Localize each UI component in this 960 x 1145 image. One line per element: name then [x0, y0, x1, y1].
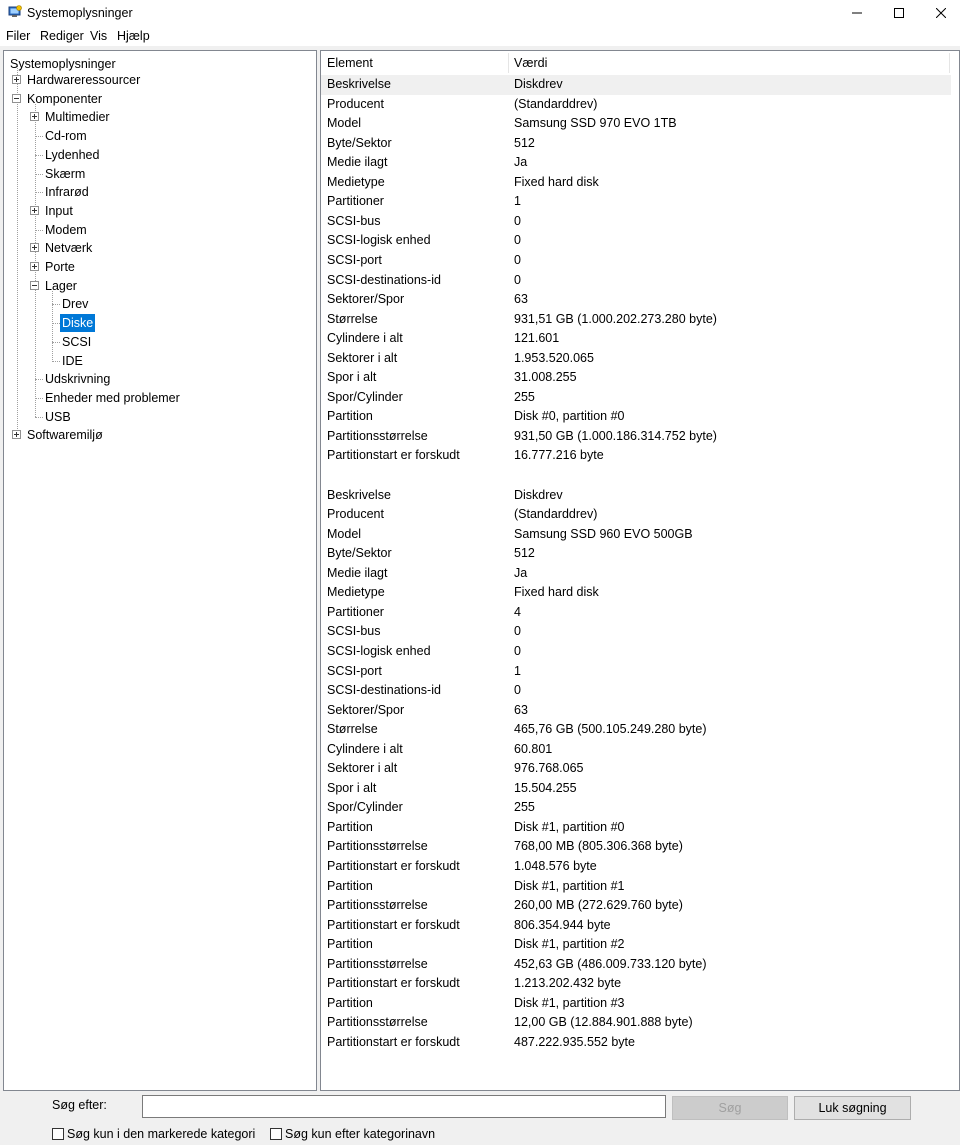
row-element: Partitionstart er forskudt: [327, 859, 460, 873]
row-value: 255: [514, 800, 535, 815]
table-row[interactable]: [321, 525, 951, 545]
tree-node-modem[interactable]: Modem: [45, 222, 87, 237]
table-row[interactable]: [321, 446, 951, 466]
tree-node-komponenter[interactable]: Komponenter: [27, 91, 103, 106]
row-element: Cylindere i alt: [327, 331, 403, 346]
table-row[interactable]: [321, 388, 951, 408]
table-row[interactable]: [321, 290, 951, 310]
collapse-icon[interactable]: [30, 281, 39, 290]
only-category-name-checkbox[interactable]: [270, 1127, 435, 1141]
row-element: SCSI-bus: [327, 624, 381, 639]
row-value: 931,51 GB (1.000.202.273.280 byte): [514, 311, 717, 326]
tree-connector: [35, 230, 43, 231]
menu-help[interactable]: Hjælp: [117, 29, 150, 43]
table-row[interactable]: [321, 857, 951, 877]
row-value: 0: [514, 272, 521, 287]
table-row[interactable]: [321, 173, 951, 193]
details-list[interactable]: [320, 50, 960, 1091]
row-element: Partitionstart er forskudt: [327, 448, 460, 463]
tree-connector: [35, 174, 43, 175]
row-element: Sektorer i alt: [327, 350, 398, 365]
table-row[interactable]: [321, 368, 951, 388]
system-info-icon: [8, 5, 22, 19]
search-input[interactable]: [142, 1095, 666, 1118]
tree-node-usb[interactable]: USB: [45, 409, 71, 424]
row-element: SCSI-port: [327, 663, 382, 678]
table-row[interactable]: [321, 837, 951, 857]
tree-node-drev[interactable]: Drev: [62, 297, 89, 312]
table-row[interactable]: [321, 505, 951, 525]
row-value: Diskdrev: [514, 487, 563, 502]
tree-node-skærm[interactable]: Skærm: [45, 166, 86, 181]
table-row[interactable]: [321, 740, 951, 760]
tree-node-lydenhed[interactable]: Lydenhed: [45, 147, 100, 162]
table-row[interactable]: [321, 192, 951, 212]
row-element: Størrelse: [327, 722, 378, 737]
row-value: Disk #1, partition #3: [514, 995, 625, 1010]
tree-connector: [52, 304, 60, 305]
tree-node-enheder-med-problemer[interactable]: Enheder med problemer: [45, 390, 180, 405]
menu-bar: [0, 26, 960, 46]
row-element: Partitionsstørrelse: [327, 428, 428, 443]
tree-connector: [35, 136, 43, 137]
row-element: Medie ilagt: [327, 565, 388, 580]
row-element: Partition: [327, 995, 373, 1010]
tree-connector: [52, 291, 53, 361]
tree-node-udskrivning[interactable]: Udskrivning: [45, 372, 111, 387]
row-element: Partitionstart er forskudt: [327, 917, 460, 932]
row-value: 452,63 GB (486.009.733.120 byte): [514, 956, 707, 971]
expand-icon[interactable]: [30, 112, 39, 121]
table-row[interactable]: [321, 134, 951, 154]
close-icon: [936, 8, 946, 18]
table-row[interactable]: [321, 603, 951, 623]
table-row[interactable]: [321, 153, 951, 173]
minimize-icon: [852, 8, 862, 18]
table-row[interactable]: [321, 349, 951, 369]
table-row[interactable]: [321, 329, 951, 349]
tree-connector: [35, 417, 43, 418]
row-value: Disk #1, partition #1: [514, 878, 625, 893]
table-row[interactable]: [321, 564, 951, 584]
tree-node-cd-rom[interactable]: Cd-rom: [45, 129, 87, 144]
row-value: (Standarddrev): [514, 96, 598, 111]
row-value: 0: [514, 252, 521, 267]
table-row[interactable]: [321, 622, 951, 642]
table-row[interactable]: [321, 916, 951, 936]
search-button[interactable]: Søg: [672, 1096, 788, 1120]
row-value: 1: [514, 663, 521, 678]
table-row[interactable]: [321, 974, 951, 994]
search-label: Søg efter:: [52, 1098, 107, 1112]
table-row[interactable]: [321, 935, 951, 955]
tree-node-lager[interactable]: Lager: [45, 278, 77, 293]
search-bar: [0, 1093, 960, 1145]
row-element: Partition: [327, 819, 373, 834]
row-element: Model: [327, 116, 362, 131]
table-row[interactable]: [321, 818, 951, 838]
row-element: Beskrivelse: [327, 77, 391, 91]
table-row[interactable]: [321, 759, 951, 779]
row-element: Sektorer i alt: [327, 761, 398, 776]
row-value: 487.222.935.552 byte: [514, 1034, 635, 1049]
row-value: 0: [514, 213, 521, 228]
maximize-button[interactable]: [876, 0, 922, 26]
category-tree[interactable]: [3, 50, 317, 1091]
only-selected-category-checkbox[interactable]: [52, 1127, 255, 1141]
maximize-icon: [894, 8, 904, 18]
expand-icon[interactable]: [30, 262, 39, 271]
table-row[interactable]: [321, 955, 951, 975]
table-row[interactable]: [321, 114, 951, 134]
row-element: SCSI-logisk enhed: [327, 233, 431, 248]
tree-connector: [35, 379, 43, 380]
row-element: Spor/Cylinder: [327, 389, 403, 404]
tree-node-diske[interactable]: Diske: [62, 316, 94, 331]
row-value: 806.354.944 byte: [514, 917, 611, 932]
row-element: Partitionsstørrelse: [327, 956, 428, 971]
collapse-icon[interactable]: [12, 94, 21, 103]
menu-view[interactable]: Vis: [90, 29, 108, 43]
checkbox-box[interactable]: [270, 1128, 282, 1140]
table-row[interactable]: [321, 1013, 951, 1033]
table-row[interactable]: [321, 271, 951, 291]
window-title: Systemoplysninger: [27, 6, 133, 20]
row-value: 1: [514, 194, 521, 209]
title-bar: [0, 0, 960, 26]
row-value: 16.777.216 byte: [514, 448, 604, 463]
table-row[interactable]: [321, 407, 951, 427]
row-value: 255: [514, 389, 535, 404]
tree-connector: [17, 66, 18, 435]
row-value: 31.008.255: [514, 370, 577, 385]
row-value: 0: [514, 683, 521, 698]
tree-node-netværk[interactable]: Netværk: [45, 241, 93, 256]
expand-icon[interactable]: [12, 430, 21, 439]
column-divider[interactable]: [508, 53, 509, 73]
row-element: SCSI-logisk enhed: [327, 643, 431, 658]
row-element: Cylindere i alt: [327, 741, 403, 756]
row-value: Ja: [514, 565, 528, 580]
row-value: 512: [514, 135, 535, 150]
row-value: 512: [514, 546, 535, 561]
tree-connector: [52, 323, 60, 324]
row-element: Partitionstart er forskudt: [327, 976, 460, 991]
row-element: Producent: [327, 507, 384, 522]
table-row[interactable]: [321, 798, 951, 818]
menu-edit[interactable]: Rediger: [40, 29, 84, 43]
tree-node-softwaremiljø[interactable]: Softwaremiljø: [27, 428, 103, 443]
row-element: Sektorer/Spor: [327, 292, 405, 307]
tree-node-ide[interactable]: IDE: [62, 353, 83, 368]
minimize-button[interactable]: [834, 0, 880, 26]
tree-connector: [52, 342, 60, 343]
row-value: 4: [514, 604, 521, 619]
expand-icon[interactable]: [12, 75, 21, 84]
tree-connector: [52, 361, 60, 362]
tree-connector: [35, 192, 43, 193]
tree-connector: [35, 104, 36, 417]
row-element: SCSI-bus: [327, 213, 381, 228]
table-row[interactable]: [321, 779, 951, 799]
row-element: Partitionstart er forskudt: [327, 1034, 460, 1049]
row-element: Størrelse: [327, 311, 378, 326]
tree-node-hardwareressourcer[interactable]: Hardwareressourcer: [27, 73, 141, 87]
row-value: 0: [514, 233, 521, 248]
only-category-name-label: Søg kun efter kategorinavn: [285, 1127, 436, 1141]
row-element: SCSI-destinations-id: [327, 272, 441, 287]
expand-icon[interactable]: [30, 206, 39, 215]
row-value: 1.213.202.432 byte: [514, 976, 622, 991]
table-row[interactable]: [321, 681, 951, 701]
table-row[interactable]: [321, 466, 951, 486]
row-element: Medietype: [327, 585, 385, 600]
row-value: 1.048.576 byte: [514, 859, 597, 873]
row-element: Medietype: [327, 174, 385, 189]
row-value: (Standarddrev): [514, 507, 598, 522]
expand-icon[interactable]: [30, 243, 39, 252]
row-element: Byte/Sektor: [327, 546, 392, 561]
row-value: 931,50 GB (1.000.186.314.752 byte): [514, 428, 717, 443]
tree-node-input[interactable]: Input: [45, 203, 73, 218]
tree-node-porte[interactable]: Porte: [45, 260, 75, 274]
column-header-value[interactable]: Værdi: [514, 51, 547, 75]
row-element: Partition: [327, 937, 373, 952]
row-element: SCSI-port: [327, 252, 382, 267]
table-row[interactable]: [321, 720, 951, 740]
table-row[interactable]: [321, 896, 951, 916]
row-element: Sektorer/Spor: [327, 702, 405, 717]
table-row[interactable]: [321, 662, 951, 682]
row-value: Fixed hard disk: [514, 174, 599, 189]
close-button[interactable]: [918, 0, 960, 26]
row-element: Partition: [327, 409, 373, 424]
tree-node-multimedier[interactable]: Multimedier: [45, 110, 110, 125]
table-row[interactable]: [321, 251, 951, 271]
table-row[interactable]: [321, 486, 951, 506]
row-value: 0: [514, 643, 521, 658]
column-divider[interactable]: [949, 53, 950, 73]
row-value: Disk #1, partition #0: [514, 819, 625, 834]
table-row[interactable]: [321, 95, 951, 115]
row-value: Fixed hard disk: [514, 585, 599, 600]
row-value: Diskdrev: [514, 77, 563, 91]
row-value: 260,00 MB (272.629.760 byte): [514, 898, 683, 913]
only-selected-category-label: Søg kun i den markerede kategori: [67, 1127, 256, 1141]
table-row[interactable]: [321, 877, 951, 897]
row-element: Partitionsstørrelse: [327, 898, 428, 913]
table-row[interactable]: [321, 583, 951, 603]
row-value: 63: [514, 292, 528, 307]
row-value: Ja: [514, 155, 528, 170]
tree-node-scsi[interactable]: SCSI: [62, 334, 92, 349]
table-row[interactable]: [321, 994, 951, 1014]
row-element: Medie ilagt: [327, 155, 388, 170]
row-element: Partitionsstørrelse: [327, 1015, 428, 1030]
row-element: Model: [327, 526, 362, 541]
row-value: 0: [514, 624, 521, 639]
row-value: Samsung SSD 970 EVO 1TB: [514, 116, 677, 131]
row-element: Spor i alt: [327, 370, 377, 385]
row-value: Samsung SSD 960 EVO 500GB: [514, 526, 693, 541]
row-value: 976.768.065: [514, 761, 584, 776]
table-row[interactable]: [321, 642, 951, 662]
table-row[interactable]: [321, 544, 951, 564]
row-value: 768,00 MB (805.306.368 byte): [514, 839, 683, 854]
row-element: Partition: [327, 878, 373, 893]
table-row[interactable]: [321, 701, 951, 721]
row-element: Spor/Cylinder: [327, 800, 403, 815]
tree-node-infrarød[interactable]: Infrarød: [45, 185, 89, 200]
row-value: 121.601: [514, 331, 560, 346]
column-header-element[interactable]: Element: [327, 51, 373, 75]
table-row[interactable]: [321, 212, 951, 232]
tree-connector: [35, 155, 43, 156]
row-element: Spor i alt: [327, 780, 377, 795]
row-value: 63: [514, 702, 528, 717]
row-element: SCSI-destinations-id: [327, 683, 441, 698]
checkbox-box[interactable]: [52, 1128, 64, 1140]
row-value: Disk #1, partition #2: [514, 937, 625, 952]
table-row[interactable]: [321, 427, 951, 447]
table-row[interactable]: [321, 75, 951, 95]
menu-file[interactable]: Filer: [6, 29, 31, 43]
close-search-button[interactable]: Luk søgning: [794, 1096, 911, 1120]
row-value: 1.953.520.065: [514, 350, 594, 365]
row-value: 15.504.255: [514, 780, 577, 795]
row-element: Producent: [327, 96, 384, 111]
row-element: Partitionsstørrelse: [327, 839, 428, 854]
table-row[interactable]: [321, 231, 951, 251]
row-value: Disk #0, partition #0: [514, 409, 625, 424]
row-element: Partitioner: [327, 604, 384, 619]
tree-root[interactable]: Systemoplysninger: [10, 57, 116, 71]
row-element: Partitioner: [327, 194, 384, 209]
row-value: 465,76 GB (500.105.249.280 byte): [514, 722, 707, 737]
row-value: 60.801: [514, 741, 553, 756]
table-row[interactable]: [321, 1033, 951, 1053]
row-element: Beskrivelse: [327, 487, 391, 502]
row-element: Byte/Sektor: [327, 135, 392, 150]
row-value: 12,00 GB (12.884.901.888 byte): [514, 1015, 693, 1030]
tree-connector: [35, 398, 43, 399]
table-row[interactable]: [321, 310, 951, 330]
